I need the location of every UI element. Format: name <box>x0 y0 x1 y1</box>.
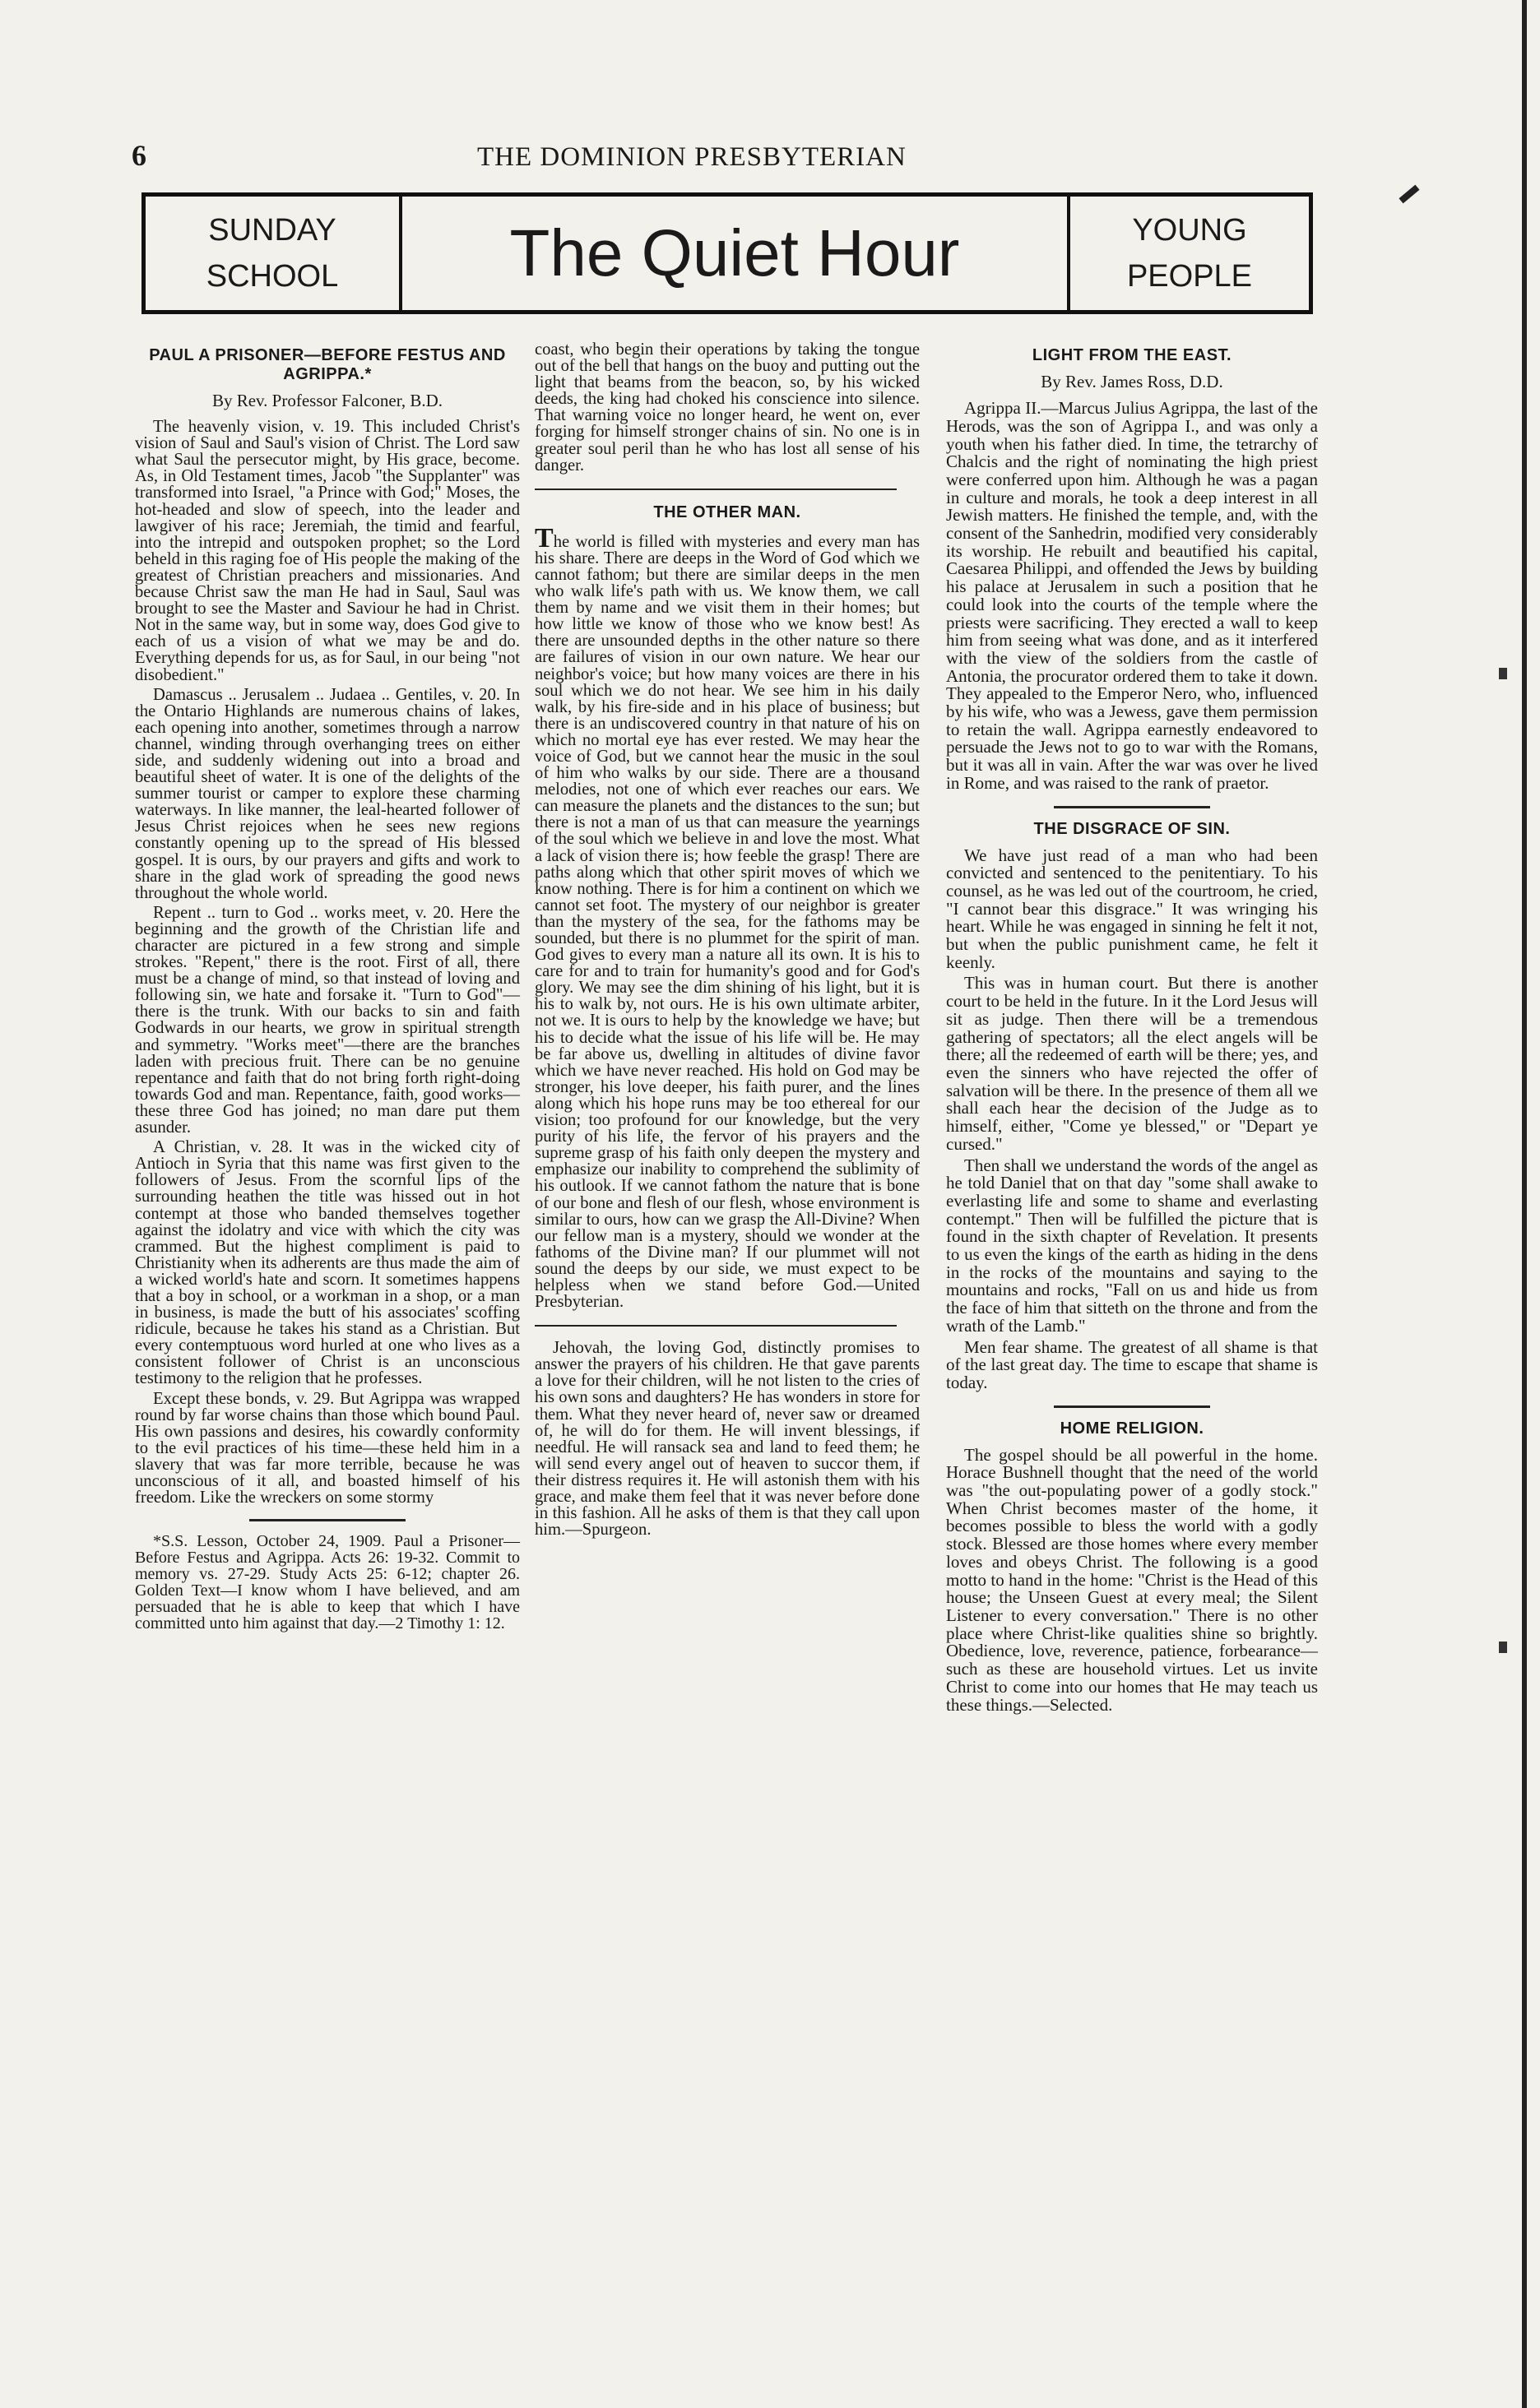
column-1 <box>135 341 520 1635</box>
article-paragraph: Agrippa II.—Marcus Julius Agrippa, the last of the Herods, was the son of Agrippa I., and was only a youth when his father died. In time, the tetrarchy of Chalcis and the right of nominating the high priest were conferred upon him. Although he was a pagan in culture and morals, he took a deep interest in all Jewish matters. He finished the temple, and, with the consent of the Sanhedrin, modified very considerably its worship. He rebuilt and beautified his capital, Caesarea Philippi, and offended the Jews by building his palace at Jerusalem in such a position that he could look into the courts of the temple where the priests were sacrificing. They erected a wall to keep him from seeing what was done, and as it interfered with the view of the soldiers from the castle of Antonia, the procurator ordered them to take it down. They appealed to the Emperor Nero, who, influenced by his wife, who was a Jewess, gave them permission to retain the wall. Agrippa earnestly endeavored to persuade the Jews not to go to war with the Romans, but it was all in vain. After the war was over he lived in Rome, and was raised to the rank of praetor. <box>946 398 1318 793</box>
lesson-footnote <box>135 1533 520 1632</box>
article-paragraph: Repent .. turn to God .. works meet, v. 20. Here the beginning and the growth of the Christian life and character are pictured in a few strong and simple strokes. "Repent," there is the root. First of all, there must be a change of mind, so that instead of loving and following sin, we hate and forsake it. "Turn to God"—there is the trunk. With our backs to sin and faith Godwards in our hearts, we grow in spiritual strength and symmetry. "Works meet"—there are the branches laden with precious fruit. There can be no genuine repentance and faith that do not bring forth right-doing towards God and man. Repentance, faith, good works—these three God has joined; no man dare put them asunder. <box>135 903 520 1137</box>
article-paragraph: Except these bonds, v. 29. But Agrippa was wrapped round by far worse chains than those which bound Paul. His own passions and desires, his cowardly conformity to the evil practices of his time—these held him in a slavery that was far more terrible, because he was unconscious of it all, and boasted himself of his freedom. Like the wreckers on some stormy <box>135 1389 520 1507</box>
banner-left-box <box>146 197 402 310</box>
banner-left-line2: SCHOOL <box>206 259 339 294</box>
article-byline: By Rev. Professor Falconer, B.D. <box>211 391 443 410</box>
banner-right-line2: PEOPLE <box>1126 259 1253 294</box>
page-number: 6 <box>132 139 146 172</box>
article-headline: LIGHT FROM THE EAST. <box>1032 346 1232 364</box>
divider-rule <box>535 1325 897 1327</box>
divider-rule <box>1054 1405 1210 1408</box>
article-continuation: coast, who begin their operations by taking the tongue out of the bell that hangs on the buoy and putting out the light that beams from the beacon, so, by his wicked deeds, the king had choked his conscience into silence. That warning voice no longer heard, he went on, ever forging for himself stronger chains of sin. No one is in greater soul peril than he who has lost all sense of his danger. <box>535 340 920 475</box>
banner-right-box <box>1067 197 1309 310</box>
article-paragraph: Men fear shame. The greatest of all shame is that of the last great day. The time to escape that shame is today. <box>946 1336 1318 1392</box>
article-text: he world is filled with mysteries and every man has his share. There are deeps in the Word of God which we cannot fathom; but there are similar deeps in the men who walk life's path with us. We know them, we call them by name and we visit them in their homes; but how little we know of those who we know best! As there are unsounded depths in the other nature so there are failures of vision in our own nature. We hear our neighbor's voice; but how many voices are there in his soul which we do not hear. We see him in his daily walk, by his fire-side and in his place of business; but there is an undiscovered country in that nature of his on which no mortal eye has ever rested. We may hear the voice of God, but we cannot hear the music in the soul of him who walks by our side. There are a thousand melodies, not one of which ever reaches our ears. We can measure the planets and the distances to the sun; but there is not a man of us that can measure the yearnings of the soul which we believe in and love the most. What a lack of vision there is; how feeble the grasp! There are paths along which that other spirit moves of which we know nothing. There is for him a continent on which we cannot set foot. The mystery of our neighbor is greater than the mystery of the sea, for the fathoms may be sounded, but there is no plummet for the spirit of man. God gives to every man a nature all its own. It is his to care for and to train for humanity's good and for God's glory. We may see the dim shining of his light, but it is his to walk by, not ours. He is his own ultimate arbiter, not we. It is ours to help by the knowledge we have; but his to decide what the issue of his life will be. He may be far above us, dwelling in altitudes of divine favor which we have never reached. His hold on God may be stronger, his love deeper, his faith purer, and the lines along which his hope runs may be too ethereal for our vision; too profound for our knowledge, but the very purity of his life, the fervor of his prayers and the supreme grasp of his faith only deepen the mystery and emphasize our inability to comprehend the sublimity of his outlook. If we cannot fathom the nature that is bone of our bone and flesh of our flesh, whose environment is similar to ours, how can we grasp the All-Divine? When our fellow man is a mystery, should we wonder at the fathoms of the Divine man? If our plummet will not sound the deeps by our side, we must expect to be helpless when we stand before God.—United Presbyterian. <box>535 532 920 1312</box>
article-paragraph: We have just read of a man who had been convicted and sentenced to the penitentiary. To his counsel, as he was led out of the courtroom, he cried, "I cannot bear this disgrace." It was wringing his heart. While he was engaged in sinning he felt it not, but when the public punishment came, he felt it keenly. <box>946 845 1318 972</box>
article-paragraph: Damascus .. Jerusalem .. Judaea .. Gentiles, v. 20. In the Ontario Highlands are numerous chains of lakes, each opening into another, sometimes through a narrow channel, winding through overhanging trees on either side, and suddenly widening out into a broad and beautiful sheet of water. It is one of the delights of the summer tourist or camper to explore these charming waterways. In like manner, the leal-hearted follower of Jesus Christ rejoices when he sees new regions constantly opening up to the spread of His blessed gospel. It is ours, by our prayers and gifts and work to share in the glad work of spreading the good news throughout the whole world. <box>135 685 520 902</box>
article-paragraph <box>535 522 920 1312</box>
divider-rule <box>249 1519 406 1521</box>
footnote-text: *S.S. Lesson, October 24, 1909. Paul a Prisoner—Before Festus and Agrippa. Acts 26: 19-32. Commit to memory vs. 27-29. Study Acts 25: 6-12; chapter 26. Golden Text—I know whom I have believed, and am persuaded that he is able to keep that which I have committed unto him against that day.—2 Timothy 1: 12. <box>135 1532 520 1633</box>
section-banner <box>141 192 1313 314</box>
article-paragraph: The gospel should be all powerful in the home. Horace Bushnell thought that the need of the world was "the out-populating power of a godly stock." When Christ becomes master of the home, it becomes possible to bless the world with a godly stock. Blessed are those homes where every member loves and obeys Christ. The following is a good motto to hand in the home: "Christ is the Head of this house; the Unseen Guest at every meal; the Silent Listener to every conversation." There is no other place where Christ-like qualities shine so brightly. Obedience, love, reverence, patience, forbearance—such as these are household virtues. Let us invite Christ to come into our homes that He may teach us these things.—Selected. <box>946 1444 1318 1715</box>
banner-title: The Quiet Hour <box>509 216 960 289</box>
page-header <box>132 138 1316 173</box>
article-paragraph: The heavenly vision, v. 19. This included Christ's vision of Saul and Saul's vision of Christ. The Lord saw what Saul the persecutor might, by His grace, become. As, in Old Testament times, Jacob "the Supplanter" was transformed into Israel, "a Prince with God;" Moses, the hot-headed and slow of speech, into the leader and lawgiver of his race; Jeremiah, the timid and fearful, into the intrepid and outspoken prophet; so the Lord beheld in this raging foe of His people the making of the greatest of Christian preachers and missionaries. And because Christ saw the man He had in Saul, Saul was brought to see the Master and Saviour he had in Christ. Not in the same way, but in some way, does God give to each of us a vision of what we may be and do. Everything depends for us, as for Saul, in our being "not disobedient." <box>135 418 520 684</box>
divider-rule <box>1054 806 1210 808</box>
banner-right-line1: YOUNG <box>1132 213 1247 248</box>
column-2 <box>535 341 920 1541</box>
banner-left-line1: SUNDAY <box>208 213 336 248</box>
article-byline: By Rev. James Ross, D.D. <box>1041 372 1223 391</box>
article-headline: HOME RELIGION. <box>1060 1419 1204 1438</box>
column-3 <box>946 341 1318 1717</box>
article-headline: THE OTHER MAN. <box>653 502 801 521</box>
running-head: THE DOMINION PRESBYTERIAN <box>477 142 907 172</box>
page-edge-rule <box>1522 0 1527 2408</box>
article-paragraph: Jehovah, the loving God, distinctly promises to answer the prayers of his children. He that gave parents a love for their children, will he not listen to the cries of his own sons and daughters? He has wonders in store for them. What they never heard of, never saw or dreamed of, he will do for them. He will invent blessings, if needful. He will ransack sea and land to feed them; he will send every angel out of heaven to succor them, if their distress requires it. He will astonish them with his grace, and make them feel that it was never before done in this fashion. All he asks of them is that they call upon him.—Spurgeon. <box>535 1339 920 1540</box>
article-headline: THE DISGRACE OF SIN. <box>1033 819 1231 838</box>
article-headline: PAUL A PRISONER—BEFORE FESTUS AND AGRIPPA.* <box>149 346 506 383</box>
drop-cap: T <box>535 522 554 553</box>
article-paragraph: Then shall we understand the words of the angel as he told Daniel that on that day "some shall awake to everlasting life and some to shame and everlasting contempt." Then will be fulfilled the picture that is found in the sixth chapter of Revelation. It presents to us even the kings of the earth as hiding in the dens in the rocks of the mountains and saying to the mountains and rocks, "Fall on us and hide us from the face of him that sitteth on the throne and from the wrath of the Lamb." <box>946 1155 1318 1336</box>
ink-mark <box>1399 185 1419 204</box>
margin-tick <box>1499 668 1507 679</box>
article-paragraph: A Christian, v. 28. It was in the wicked city of Antioch in Syria that this name was first given to the followers of Jesus. From the scornful lips of the surrounding heathen the title was hissed out in hot contempt at those who banded themselves together against the idolatry and vice with which the city was crammed. But the highest compliment is paid to Christianity when its adherents are thus made the aim of a wicked world's hate and scorn. It sometimes happens that a boy in school, or a workman in a shop, or a man in business, is made the butt of his associates' scoffing ridicule, because he takes his stand as a Christian. But every contemptuous word hurled at one who lives as a consistent follower of Christ is an unconscious testimony to the religion that he professes. <box>135 1138 520 1388</box>
margin-tick <box>1499 1642 1507 1653</box>
divider-rule <box>535 489 897 490</box>
article-paragraph: This was in human court. But there is another court to be held in the future. In it the Lord Jesus will sit as judge. Then there will be a tremendous gathering of spectators; all the elect angels will be there; all the redeemed of earth will be there; yes, and even the sinners who have rejected the offer of salvation will be there. In the presence of them all we shall each hear the decision of the Judge as to himself, either, "Come ye blessed," or "Depart ye cursed." <box>946 973 1318 1154</box>
